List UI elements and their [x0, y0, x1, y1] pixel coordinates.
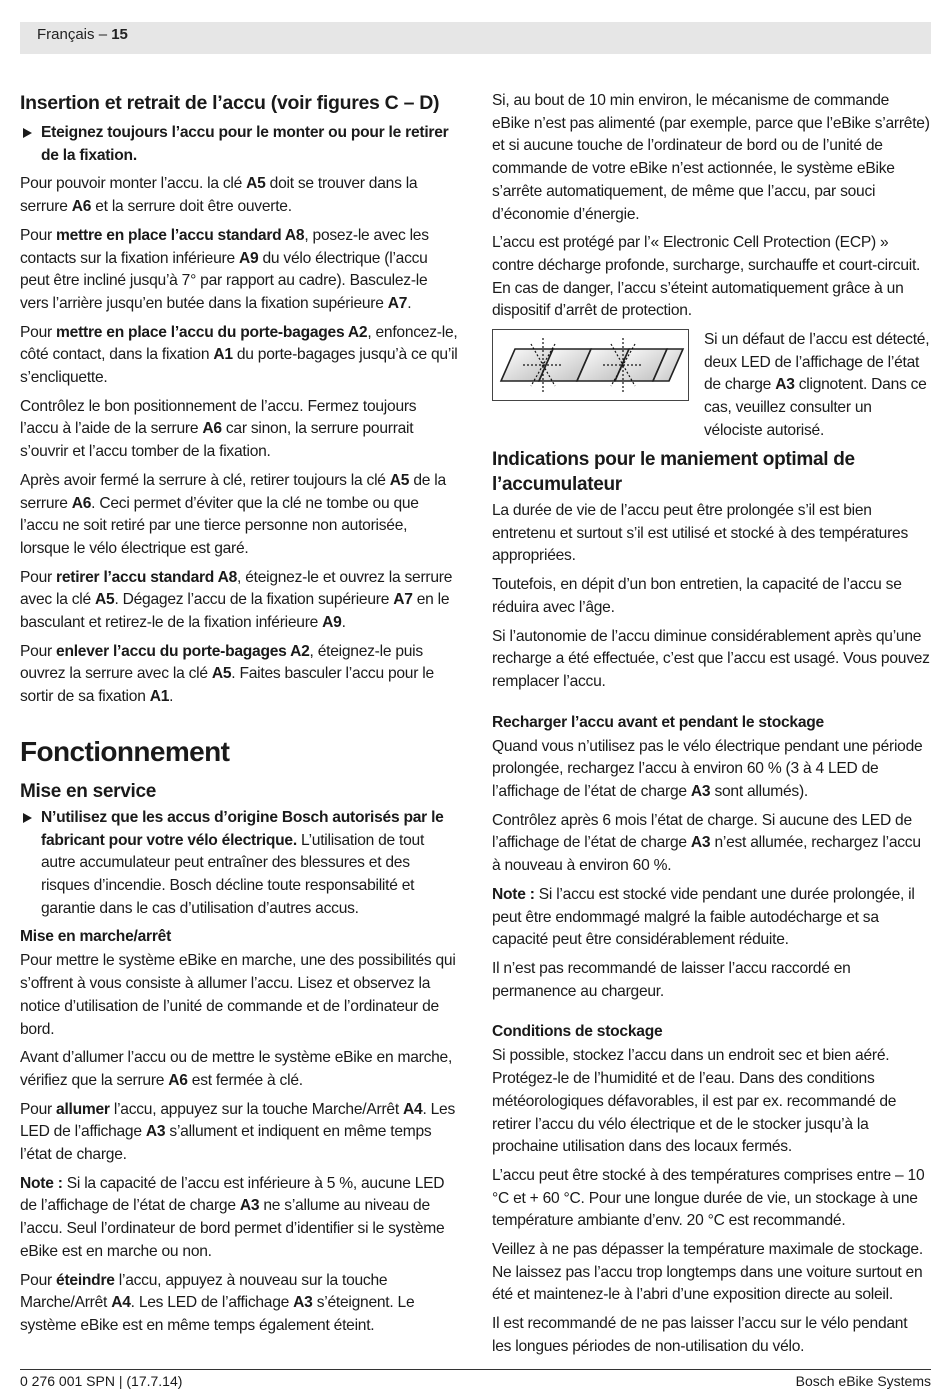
paragraph-remove-key: Après avoir fermé la serrure à clé, retirer toujours la clé A5 de la serrure A6. Ceci permet d’éviter que la clé ne tombe ou que l’accu ne soit retiré par une tierce personne non autorisée, lorsque le vélo électrique est garé.: [20, 471, 446, 557]
subheading-on-off: Mise en marche/arrêt: [20, 928, 172, 946]
paragraph-switch-off: Pour éteindre l’accu, appuyez à nouveau sur la touche Marche/Arrêt A4. Les LED de l’affichage A3 s’éteignent. Le système eBike est en même temps également éteint.: [20, 1271, 415, 1334]
warning-bullet-original-batteries: N’utilisez que les accus d’origine Bosch autorisés par le fabricant pour votre vélo électrique. L’utilisation de tout autre accumulateur peut entraîner des blessures et des risques d’incendie. Bosch décline toute responsabilité et garantie dans le cas d’utilisation d’autres accus.: [20, 807, 458, 921]
paragraph-remove-standard: Pour retirer l’accu standard A8, éteignez-le et ouvrez la serrure avec la clé A5. Dégagez l’accu de la fixation supérieure A7 en le basculant et retirez-le de la fixation inférieure A9.: [20, 568, 453, 632]
led-display-illustration: [492, 329, 689, 401]
left-column: [20, 90, 458, 1344]
page-header: [20, 22, 931, 54]
paragraph-storage-temp: L’accu peut être stocké à des températures comprises entre – 10 °C et + 60 °C. Pour une longue durée de vie, un stockage à une température ambiante d’env. 20 °C est recommandé.: [492, 1166, 925, 1230]
footer-divider: [20, 1369, 931, 1370]
section-heading-indications: Indications pour le maniement optimal de l’accumulateur: [492, 449, 855, 496]
right-column: [492, 90, 930, 1365]
paragraph-check-position: Contrôlez le bon positionnement de l’accu. Fermez toujours l’accu à l’aide de la serrure A6 car sinon, la serrure pourrait s’ouvrir et l’accu tomber de la fixation.: [20, 397, 417, 461]
header-language: Français: [37, 26, 95, 43]
paragraph-ecp: L’accu est protégé par l’« Electronic Cell Protection (ECP) » contre décharge profonde, surcharge, surchauffe et court-circuit. En cas de danger, l’accu s’éteint automatiquement grâce à un dispositif d’arrêt de protection.: [492, 234, 921, 320]
bullet-triangle-icon: [23, 813, 32, 823]
paragraph-insert-standard: Pour mettre en place l’accu standard A8, posez-le avec les contacts sur la fixation inférieure A9 du vélo électrique (l’accu peut être incliné jusqu’à 7° par rapport au cadre). Basculez-le vers l’arrière jusqu’en butée dans la fixation supérieure A7.: [20, 226, 429, 312]
paragraph-worn-battery: Si l’autonomie de l’accu diminue considérablement après qu’une recharge a été effectuée, c’est que l’accu est usagé. Vous pouvez remplacer l’accu.: [492, 627, 930, 690]
paragraph-check-lock: Avant d’allumer l’accu ou de mettre le système eBike en marche, vérifiez que la serrure A6 est fermée à clé.: [20, 1049, 453, 1089]
blinking-leds-icon: [493, 330, 688, 400]
subheading-recharge: Recharger l’accu avant et pendant le stockage: [492, 713, 824, 731]
paragraph-start-system: Pour mettre le système eBike en marche, une des possibilités qui s’offrent à vous consiste à allumer l’accu. Lisez et observez la notice d’utilisation de l’unité de commande et de l’ordinateur de bord.: [20, 952, 456, 1038]
paragraph-key-lock: Pour pouvoir monter l’accu. la clé A5 doit se trouver dans la serrure A6 et la serrure doit être ouverte.: [20, 175, 418, 216]
paragraph-remove-rack: Pour enlever l’accu du porte-bagages A2, éteignez-le puis ouvrez la serrure avec la clé A5. Faites basculer l’accu pour le sortir de sa fixation A1.: [20, 642, 434, 706]
paragraph-capacity-age: Toutefois, en dépit d’un bon entretien, la capacité de l’accu se réduira avec l’âge.: [492, 576, 902, 616]
paragraph-check-6-months: Contrôlez après 6 mois l’état de charge. Si aucune des LED de l’affichage de l’état de charge A3 n’est allumée, rechargez l’accu à nouveau à environ 60 %.: [492, 811, 921, 875]
section-heading-insertion: Insertion et retrait de l’accu (voir figures C – D): [20, 92, 440, 114]
bullet-triangle-icon: [23, 128, 32, 138]
paragraph-switch-on: Pour allumer l’accu, appuyez sur la touche Marche/Arrêt A4. Les LED de l’affichage A3 s’allument et indiquent en même temps l’état de charge.: [20, 1100, 455, 1164]
paragraph-led-defect: Si un défaut de l’accu est détecté, deux LED de l’affichage de l’état de charge A3 clignotent. Dans ce cas, veuillez consulter un vélociste autorisé.: [704, 331, 930, 439]
footer-doc-number: 0 276 001 SPN | (17.7.14): [20, 1373, 183, 1389]
warning-text: Eteignez toujours l’accu pour le monter ou pour le retirer de la fixation.: [41, 124, 449, 164]
paragraph-note-empty: Note : Si l’accu est stocké vide pendant une durée prolongée, il peut être endommagé malgré la faible autodécharge et sa capacité peut être considérablement réduite.: [492, 885, 915, 949]
paragraph-max-temp: Veillez à ne pas dépasser la température maximale de stockage. Ne laissez pas l’accu trop longtemps dans une voiture surtout en été et maintenez-le à l’abri d’une exposition directe au soleil.: [492, 1241, 923, 1304]
footer-brand: Bosch eBike Systems: [795, 1373, 931, 1389]
paragraph-charger: Il n’est pas recommandé de laisser l’accu raccordé en permanence au chargeur.: [492, 959, 851, 1000]
paragraph-recharge-60: Quand vous n’utilisez pas le vélo électrique pendant une période prolongée, rechargez l’accu à environ 60 % (3 à 4 LED de l’affichage de l’état de charge A3 sont allumés).: [492, 737, 923, 801]
paragraph-auto-shutdown: Si, au bout de 10 min environ, le mécanisme de commande eBike n’est pas alimenté (par exemple, parce que l’eBike s’arrête) et si aucune touche de l’ordinateur de bord ou de l’unité de commande de votre eBike n’est actionnée, le système eBike s’arrête automatiquement, de même que l’accu, par souci d’économie d’énergie.: [492, 92, 930, 223]
paragraph-insert-rack: Pour mettre en place l’accu du porte-bagages A2, enfoncez-le, côté contact, dans la fixation A1 du porte-bagages jusqu’à ce qu’il s’encliquette.: [20, 323, 458, 387]
paragraph-note-capacity: Note : Si la capacité de l’accu est inférieure à 5 %, aucune LED de l’affichage de l’état de charge A3 ne s’allume au niveau de l’accu. Seul l’ordinateur de bord permet d’identifier si le système eBike est en marche ou non.: [20, 1174, 445, 1260]
header-page-number: 15: [111, 26, 128, 43]
header-separator: –: [94, 26, 112, 43]
paragraph-lifetime: La durée de vie de l’accu peut être prolongée s’il est bien entretenu et surtout s’il est utilisé et stocké à des températures appropriées.: [492, 502, 909, 565]
subheading-storage: Conditions de stockage: [492, 1023, 663, 1041]
paragraph-storage-place: Si possible, stockez l’accu dans un endroit sec et bien aéré. Protégez-le de l’humidité et de l’eau. Dans des conditions météorologiques défavorables, il est par ex. recommandé de retirer l’accu du vélo électrique et de le stocker jusqu’à la prochaine utilisation dans des locaux fermés.: [492, 1047, 897, 1156]
warning-bullet-switch-off: [20, 122, 458, 167]
chapter-heading-fonctionnement: Fonctionnement: [20, 735, 230, 767]
paragraph-non-use: Il est recommandé de ne pas laisser l’accu sur le vélo pendant les longues périodes de non-utilisation du vélo.: [492, 1315, 908, 1355]
led-defect-figure-row: [492, 329, 930, 441]
section-heading-mise-en-service: Mise en service: [20, 780, 156, 802]
